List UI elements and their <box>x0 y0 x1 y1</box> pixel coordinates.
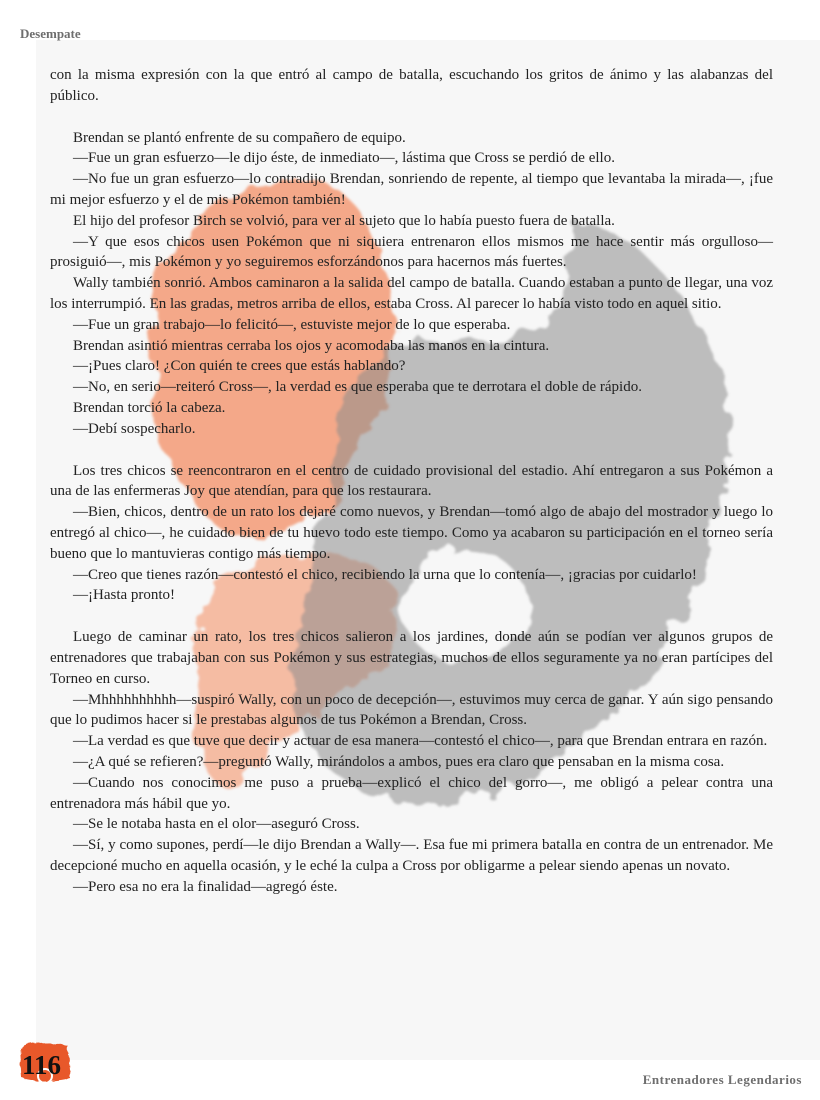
paragraph: —Fue un gran esfuerzo—le dijo éste, de inmediato—, lástima que Cross se perdió de ello. <box>73 150 615 167</box>
paragraph: —¡Hasta pronto! <box>73 587 176 604</box>
paragraph: —Creo que tienes razón—contestó el chico, recibiendo la urna que lo contenía—, ¡gracias por cuidarlo! <box>73 566 697 583</box>
paragraph: —La verdad es que tuve que decir y actuar de esa manera—contestó el chico—, para que Brendan entrara en razón. <box>73 733 768 750</box>
paragraph: —Cuando nos conocimos me puso a prueba—explicó el chico del gorro—, me obligó a pelear contra una entrenadora más hábil que yo. <box>50 774 773 812</box>
paragraph: —¡Pues claro! ¿Con quién te crees que estás hablando? <box>73 358 406 375</box>
paragraph: —Debí sospecharlo. <box>73 420 196 437</box>
paragraph: —¿A qué se refieren?—preguntó Wally, mirándolos a ambos, pues era claro que pensaban en la misma cosa. <box>73 753 725 770</box>
paragraph: Brendan asintió mientras cerraba los ojos y acomodaba las manos en la cintura. <box>73 337 550 354</box>
running-footer: Entrenadores Legendarios <box>642 1072 802 1087</box>
running-header: Desempate <box>20 26 81 41</box>
paragraph: —Pero esa no era la finalidad—agregó éste. <box>73 878 338 895</box>
paragraph: —No fue un gran esfuerzo—lo contradijo Brendan, sonriendo de repente, al tiempo que levantaba la mirada—, ¡fue mi mejor esfuerzo y el de mis Pokémon también! <box>50 171 773 208</box>
paragraph: —Se le notaba hasta en el olor—aseguró Cross. <box>73 816 360 833</box>
paragraph: —Y que esos chicos usen Pokémon que ni siquiera entrenaron ellos mismos me hace sentir más orgulloso—prosiguió—, mis Pokémon y yo seguiremos esforzándonos para hacernos más fuertes. <box>50 233 773 271</box>
paragraph: Wally también sonrió. Ambos caminaron a la salida del campo de batalla. Cuando estaban a punto de llegar, una voz los interrumpió. En las gradas, metros arriba de ellos, estaba Cross. Al parecer lo había visto todo en aquel sitio. <box>50 275 773 312</box>
page-number: 116 <box>22 1050 62 1080</box>
paragraph: Brendan torció la cabeza. <box>73 399 226 416</box>
paragraph: —Bien, chicos, dentro de un rato los dejaré como nuevos, y Brendan—tomó algo de abajo del mostrador y luego lo entregó al chico—, he cuidado bien de tu huevo todo este tiempo. Como ya acabaron su participación en el torneo sería bueno que lo mantuvieras contigo más tiempo. <box>50 504 773 562</box>
paragraph: Brendan se plantó enfrente de su compañero de equipo. <box>73 129 406 146</box>
paragraph: —Sí, y como supones, perdí—le dijo Brendan a Wally—. Esa fue mi primera batalla en contra de un entrenador. Me decepcioné mucho en aquella ocasión, y le eché la culpa a Cross por obligarme a pelear siendo apenas un novato. <box>50 837 773 874</box>
paragraph: —No, en serio—reiteró Cross—, la verdad es que esperaba que te derrotara el doble de rápido. <box>73 379 642 396</box>
paragraph: con la misma expresión con la que entró al campo de batalla, escuchando los gritos de ánimo y las alabanzas del público. <box>50 67 773 104</box>
paragraph: El hijo del profesor Birch se volvió, para ver al sujeto que lo había puesto fuera de batalla. <box>73 212 615 229</box>
paragraph: —Mhhhhhhhhhh—suspiró Wally, con un poco de decepción—, estuvimos muy cerca de ganar. Y aún sigo pensando que lo pudimos hacer si le prestabas algunos de tus Pokémon a Brendan, Cross. <box>50 691 773 729</box>
paragraph: Los tres chicos se reencontraron en el centro de cuidado provisional del estadio. Ahí entregaron a sus Pokémon a una de las enfermeras Joy que atendían, para que los restaurara. <box>50 462 773 500</box>
paragraph: Luego de caminar un rato, los tres chicos salieron a los jardines, donde aún se podían ver algunos grupos de entrenadores que trabajaban con sus Pokémon y sus estrategias, muchos de ellos seguramente ya no eran partícipes del Torneo en curso. <box>50 629 773 687</box>
paragraph: —Fue un gran trabajo—lo felicitó—, estuviste mejor de lo que esperaba. <box>73 316 511 333</box>
body-text <box>50 65 773 897</box>
